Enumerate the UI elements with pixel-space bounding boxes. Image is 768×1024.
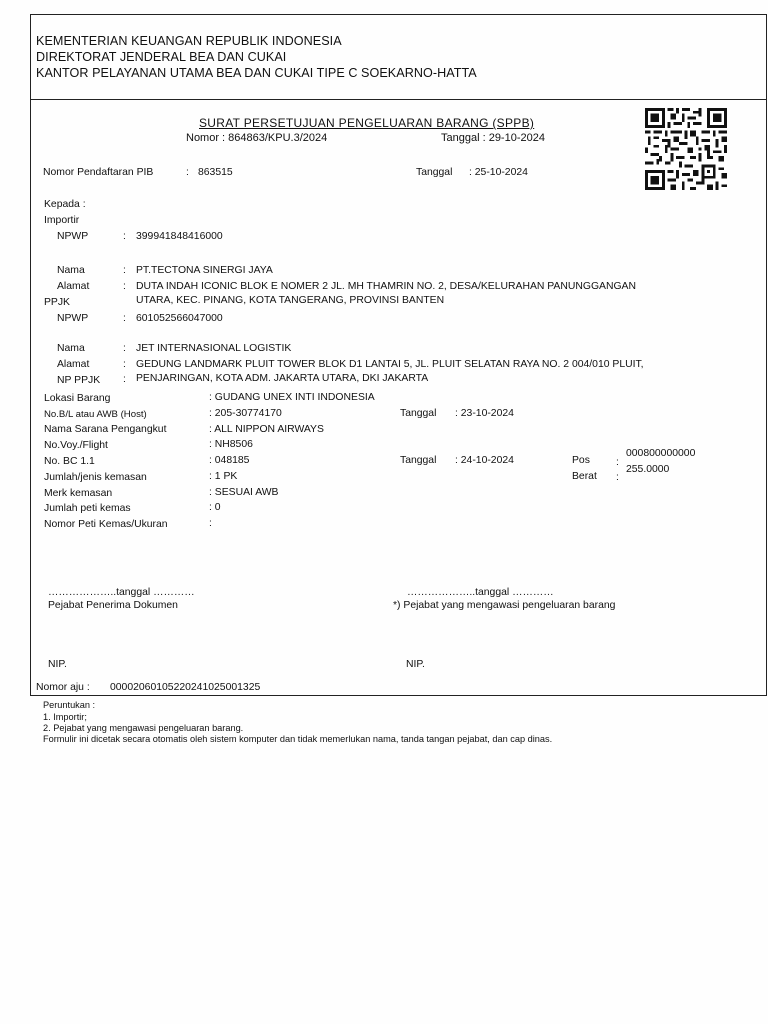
pos-label: Pos xyxy=(572,455,590,466)
document-number: Nomor : 864863/KPU.3/2024 xyxy=(186,132,328,144)
bc-date: : 24-10-2024 xyxy=(455,455,514,466)
berat-colon: : xyxy=(616,472,619,483)
bl-date-label: Tanggal xyxy=(400,408,437,419)
bc-label: No. BC 1.1 xyxy=(44,456,95,467)
bc-value: : 048185 xyxy=(209,455,250,466)
footer-item-importir: 1. Importir; xyxy=(43,712,87,722)
pib-date-label: Tanggal xyxy=(416,167,453,178)
voy-label: No.Voy./Flight xyxy=(44,440,108,451)
pib-number: 863515 xyxy=(198,167,233,178)
nomor-peti-label: Nomor Peti Kemas/Ukuran xyxy=(44,519,168,530)
qr-code-icon xyxy=(643,108,729,190)
ppjk-alamat-label: Alamat xyxy=(57,359,90,370)
bc-date-label: Tanggal xyxy=(400,455,437,466)
bl-value: : 205-30774170 xyxy=(209,408,282,419)
peti-label: Jumlah peti kemas xyxy=(44,503,131,514)
importir-address-line2: UTARA, KEC. PINANG, KOTA TANGERANG, PROVINSI BANTEN xyxy=(136,295,445,306)
right-signature-title: *) Pejabat yang mengawasi pengeluaran barang xyxy=(393,600,616,611)
document-date: Tanggal : 29-10-2024 xyxy=(441,132,545,144)
berat-label: Berat xyxy=(572,471,597,482)
lokasi-label: Lokasi Barang xyxy=(44,393,111,404)
kemasan-label: Jumlah/jenis kemasan xyxy=(44,472,147,483)
lokasi-value: : GUDANG UNEX INTI INDONESIA xyxy=(209,392,375,403)
importir-nama-colon: : xyxy=(123,265,126,276)
importir-nama-label: Nama xyxy=(57,265,85,276)
footer-item-pejabat: 2. Pejabat yang mengawasi pengeluaran barang. xyxy=(43,723,244,733)
footer-peruntukan: Peruntukan : xyxy=(43,700,96,710)
importir-address-line1: DUTA INDAH ICONIC BLOK E NOMER 2 JL. MH THAMRIN NO. 2, DESA/KELURAHAN PANUNGGANGAN xyxy=(136,281,636,292)
office-name: KANTOR PELAYANAN UTAMA BEA DAN CUKAI TIPE C SOEKARNO-HATTA xyxy=(36,66,477,80)
footer-disclaimer: Formulir ini dicetak secara otomatis oleh sistem komputer dan tidak memerlukan nama, tanda tangan pejabat, dan cap dinas. xyxy=(43,734,553,744)
np-ppjk-colon: : xyxy=(123,374,126,385)
nip-right: NIP. xyxy=(406,659,425,670)
pib-label: Nomor Pendaftaran PIB xyxy=(43,167,154,178)
sarana-label: Nama Sarana Pengangkut xyxy=(44,424,167,435)
nomor-aju-label: Nomor aju : xyxy=(36,682,90,693)
nomor-peti-value: : xyxy=(209,518,212,529)
peti-value: : 0 xyxy=(209,502,221,513)
ppjk-address-line2: PENJARINGAN, KOTA ADM. JAKARTA UTARA, DKI JAKARTA xyxy=(136,373,429,384)
ppjk-npwp-colon: : xyxy=(123,313,126,324)
voy-value: : NH8506 xyxy=(209,439,253,450)
ppjk-nama-label: Nama xyxy=(57,343,85,354)
pos-colon: : xyxy=(616,457,619,468)
merk-value: : SESUAI AWB xyxy=(209,487,279,498)
nomor-aju-value: 00002060105220241025001325 xyxy=(110,682,261,693)
ppjk-npwp: 601052566047000 xyxy=(136,313,223,324)
pos-value: 000800000000 xyxy=(626,448,696,459)
importir-name: PT.TECTONA SINERGI JAYA xyxy=(136,265,273,276)
ppjk-alamat-colon: : xyxy=(123,359,126,370)
right-signature-date: ………………..tanggal ………… xyxy=(407,587,554,598)
sarana-value: : ALL NIPPON AIRWAYS xyxy=(209,424,324,435)
importir-npwp-colon: : xyxy=(123,231,126,242)
kepada-label: Kepada : xyxy=(44,199,86,210)
pib-colon: : xyxy=(186,167,189,178)
ppjk-label: PPJK xyxy=(44,297,70,308)
importir-label: Importir xyxy=(44,215,80,226)
kemasan-value: : 1 PK xyxy=(209,471,238,482)
np-ppjk-label: NP PPJK xyxy=(57,375,101,386)
document-title: SURAT PERSETUJUAN PENGELUARAN BARANG (SPPB) xyxy=(199,116,535,130)
ministry-name: KEMENTERIAN KEUANGAN REPUBLIK INDONESIA xyxy=(36,34,342,48)
bl-date: : 23-10-2024 xyxy=(455,408,514,419)
ppjk-address-line1: GEDUNG LANDMARK PLUIT TOWER BLOK D1 LANTAI 5, JL. PLUIT SELATAN RAYA NO. 2 004/010 PLUIT, xyxy=(136,359,644,370)
nip-left: NIP. xyxy=(48,659,67,670)
ppjk-nama-colon: : xyxy=(123,343,126,354)
directorate-name: DIREKTORAT JENDERAL BEA DAN CUKAI xyxy=(36,50,287,64)
bl-label: No.B/L atau AWB (Host) xyxy=(44,409,147,420)
importir-npwp: 399941848416000 xyxy=(136,231,223,242)
left-signature-title: Pejabat Penerima Dokumen xyxy=(48,600,178,611)
merk-label: Merk kemasan xyxy=(44,488,113,499)
importir-npwp-label: NPWP xyxy=(57,231,89,242)
pib-date: : 25-10-2024 xyxy=(469,167,528,178)
berat-value: 255.0000 xyxy=(626,464,670,475)
ppjk-name: JET INTERNASIONAL LOGISTIK xyxy=(136,343,292,354)
ppjk-npwp-label: NPWP xyxy=(57,313,89,324)
left-signature-date: ………………..tanggal ………… xyxy=(48,587,195,598)
importir-alamat-colon: : xyxy=(123,281,126,292)
importir-alamat-label: Alamat xyxy=(57,281,90,292)
